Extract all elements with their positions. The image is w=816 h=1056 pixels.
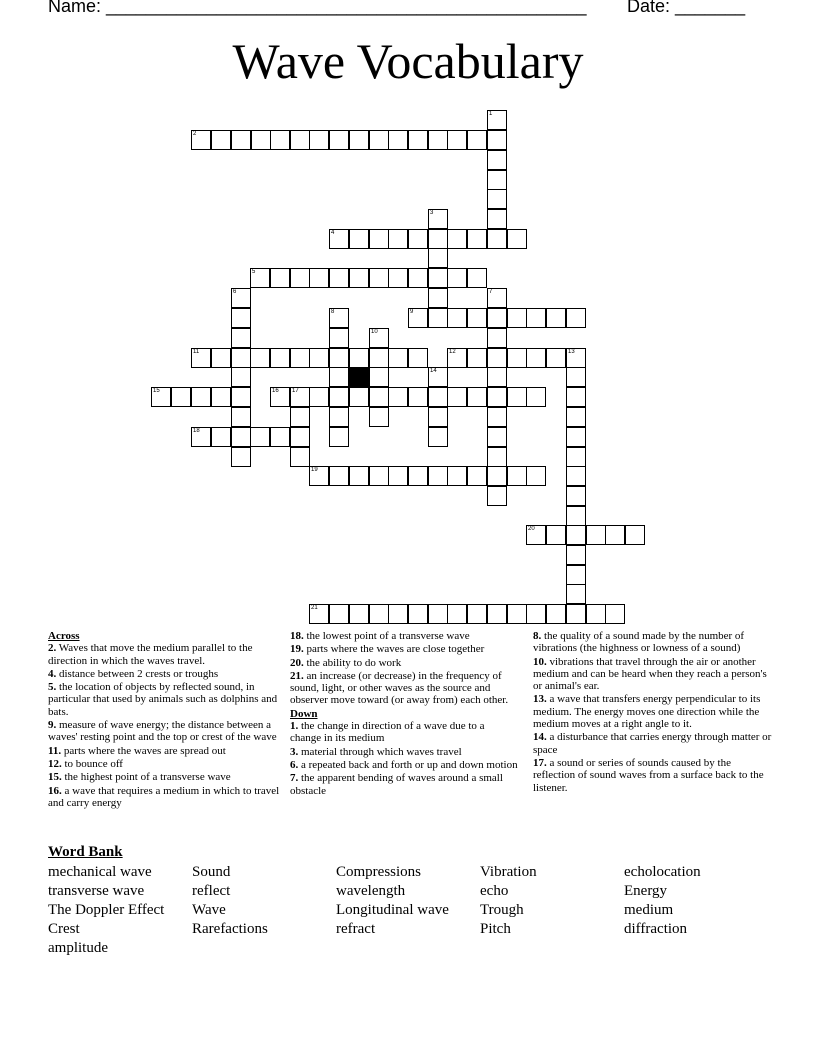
clue-text: measure of wave energy; the distance between a waves' resting point and the top or crest of the wave: [48, 719, 277, 744]
crossword-cell[interactable]: [428, 248, 448, 268]
crossword-cell[interactable]: [408, 604, 428, 624]
crossword-cell[interactable]: [231, 447, 251, 467]
crossword-cell[interactable]: [231, 348, 251, 368]
clue-number: 13: [568, 349, 575, 355]
crossword-cell[interactable]: [447, 604, 467, 624]
crossword-cell[interactable]: [408, 268, 428, 288]
crossword-cell[interactable]: [191, 387, 211, 407]
crossword-cell[interactable]: [566, 466, 586, 486]
clue-number: 16: [272, 388, 279, 394]
crossword-cell[interactable]: [388, 229, 408, 249]
clue-item: [533, 757, 773, 794]
crossword-cell[interactable]: [467, 268, 487, 288]
across-heading: Across: [48, 630, 80, 642]
crossword-cell[interactable]: [428, 268, 448, 288]
crossword-cell[interactable]: [349, 130, 369, 150]
crossword-cell[interactable]: [388, 466, 408, 486]
clue-number: 12: [449, 349, 456, 355]
word-bank-item: reflect: [192, 883, 231, 899]
crossword-cell[interactable]: [211, 427, 231, 447]
crossword-cell[interactable]: [467, 229, 487, 249]
crossword-cell[interactable]: [526, 604, 546, 624]
crossword-cell[interactable]: [349, 387, 369, 407]
clue-item: [290, 630, 518, 642]
crossword-cell[interactable]: [566, 525, 586, 545]
crossword-cell[interactable]: [369, 367, 389, 387]
clue-number: 2.: [48, 642, 57, 655]
crossword-cell[interactable]: [428, 387, 448, 407]
clue-number: 1: [489, 111, 493, 117]
clue-text: distance between 2 crests or troughs: [56, 667, 219, 680]
crossword-cell[interactable]: [447, 466, 467, 486]
clue-number: 9.: [48, 719, 57, 732]
crossword-cell[interactable]: [546, 604, 566, 624]
clue-number: 7.: [290, 772, 299, 785]
crossword-cell[interactable]: [428, 367, 448, 387]
down-heading: Down: [290, 707, 318, 720]
crossword-cell[interactable]: [487, 486, 507, 506]
clue-number: 16.: [48, 784, 62, 797]
crossword-cell[interactable]: [388, 348, 408, 368]
crossword-cell[interactable]: [408, 466, 428, 486]
crossword-cell[interactable]: [369, 348, 389, 368]
clue-item: [48, 681, 281, 718]
crossword-cell[interactable]: [526, 308, 546, 328]
word-bank-item: transverse wave: [48, 883, 145, 899]
word-bank-heading: Word Bank: [48, 844, 123, 860]
word-bank-item: Trough: [480, 902, 524, 918]
clue-item: [533, 731, 773, 756]
crossword-cell[interactable]: [309, 130, 329, 150]
clue-number: 11.: [48, 744, 62, 757]
crossword-cell[interactable]: [408, 130, 428, 150]
crossword-cell[interactable]: [231, 427, 251, 447]
word-bank-column: [48, 863, 164, 958]
crossword-cell[interactable]: [487, 348, 507, 368]
crossword-cell[interactable]: [566, 308, 586, 328]
crossword-cell[interactable]: [546, 525, 566, 545]
word-bank-item: The Doppler Effect: [48, 902, 165, 918]
crossword-cell[interactable]: [151, 387, 171, 407]
crossword-cell[interactable]: [349, 229, 369, 249]
clue-number: 1.: [290, 720, 299, 733]
clue-number: 19.: [290, 643, 304, 656]
crossword-cell[interactable]: [270, 348, 290, 368]
crossword-cell[interactable]: [467, 130, 487, 150]
crossword-cell[interactable]: [428, 209, 448, 229]
crossword-cell[interactable]: [526, 525, 546, 545]
clue-number: 13.: [533, 693, 547, 706]
word-bank-item: mechanical wave: [48, 864, 152, 880]
crossword-cell[interactable]: [250, 427, 270, 447]
name-field-label: Name: ________________________________________________: [48, 0, 587, 16]
crossword-cell[interactable]: [566, 486, 586, 506]
crossword-cell[interactable]: [231, 328, 251, 348]
crossword-cell[interactable]: [447, 348, 467, 368]
clue-text: the apparent bending of waves around a small obstacle: [290, 772, 503, 797]
crossword-cell[interactable]: [191, 130, 211, 150]
crossword-cell[interactable]: [447, 268, 467, 288]
crossword-cell[interactable]: [447, 229, 467, 249]
crossword-cell[interactable]: [487, 130, 507, 150]
crossword-cell[interactable]: [507, 308, 527, 328]
clue-text: parts where the waves are close together: [303, 643, 485, 656]
crossword-cell[interactable]: [566, 604, 586, 624]
crossword-cell[interactable]: [290, 268, 310, 288]
word-bank-item: refract: [336, 921, 376, 937]
clue-item: [48, 745, 281, 757]
crossword-cell[interactable]: [586, 604, 606, 624]
crossword-cell[interactable]: [526, 387, 546, 407]
clue-number: 11: [193, 349, 200, 355]
crossword-cell[interactable]: [408, 387, 428, 407]
clue-number: 18: [193, 428, 200, 434]
crossword-cell[interactable]: [447, 387, 467, 407]
crossword-cell[interactable]: [428, 130, 448, 150]
crossword-cell[interactable]: [428, 427, 448, 447]
crossword-cell[interactable]: [487, 387, 507, 407]
crossword-cell[interactable]: [605, 525, 625, 545]
clue-text: material through which waves travel: [298, 745, 462, 758]
clue-text: an increase (or decrease) in the frequency of sound, light, or other waves as the source and observer move toward (or away from) each other.: [290, 669, 509, 707]
crossword-cell[interactable]: [250, 348, 270, 368]
word-bank-item: echo: [480, 883, 509, 899]
crossword-cell[interactable]: [231, 288, 251, 308]
clue-number: 21: [311, 605, 318, 611]
crossword-cell[interactable]: [507, 387, 527, 407]
crossword-cell[interactable]: [428, 466, 448, 486]
crossword-cell[interactable]: [447, 308, 467, 328]
crossword-cell[interactable]: [270, 130, 290, 150]
clue-item: [290, 746, 518, 758]
crossword-cell[interactable]: [329, 268, 349, 288]
crossword-cell[interactable]: [369, 387, 389, 407]
crossword-cell[interactable]: [428, 604, 448, 624]
clue-number: 9: [410, 309, 414, 315]
crossword-cell[interactable]: [329, 466, 349, 486]
clue-text: the highest point of a transverse wave: [61, 771, 231, 784]
crossword-cell[interactable]: [487, 170, 507, 190]
clue-number: 5.: [48, 681, 57, 694]
clue-item: [533, 656, 773, 693]
crossword-cell[interactable]: [487, 110, 507, 130]
crossword-cell[interactable]: [428, 288, 448, 308]
crossword-cell[interactable]: [329, 427, 349, 447]
clue-number: 10: [371, 329, 378, 335]
clue-item: [290, 772, 518, 797]
crossword-cell[interactable]: [408, 348, 428, 368]
clue-number: 4: [331, 230, 335, 236]
crossword-cell[interactable]: [526, 466, 546, 486]
clue-number: 15: [153, 388, 160, 394]
word-bank-item: Crest: [48, 921, 80, 937]
clue-number: 3.: [290, 745, 299, 758]
crossword-cell[interactable]: [171, 387, 191, 407]
crossword-cell[interactable]: [349, 348, 369, 368]
clue-item: [290, 670, 518, 707]
crossword-cell[interactable]: [408, 308, 428, 328]
crossword-cell[interactable]: [467, 466, 487, 486]
clue-item: [533, 630, 773, 655]
crossword-cell[interactable]: [566, 348, 586, 368]
crossword-cell[interactable]: [526, 348, 546, 368]
crossword-cell[interactable]: [329, 130, 349, 150]
clue-text: to bounce off: [61, 757, 123, 770]
clue-number: 21.: [290, 669, 304, 682]
crossword-cell[interactable]: [329, 348, 349, 368]
word-bank-item: Sound: [192, 864, 231, 880]
crossword-cell[interactable]: [546, 308, 566, 328]
clue-item: [48, 668, 281, 680]
crossword-cell[interactable]: [388, 268, 408, 288]
clue-number: 8: [331, 309, 335, 315]
clue-number: 19: [311, 467, 318, 473]
crossword-cell[interactable]: [566, 545, 586, 565]
clue-number: 20: [528, 526, 535, 532]
crossword-cell[interactable]: [467, 387, 487, 407]
crossword-cell[interactable]: [349, 466, 369, 486]
clue-item: [48, 785, 281, 810]
crossword-cell[interactable]: [231, 130, 251, 150]
crossword-cell[interactable]: [487, 466, 507, 486]
crossword-cell[interactable]: [507, 466, 527, 486]
crossword-cell[interactable]: [349, 604, 369, 624]
clues-column-3: [533, 630, 773, 795]
clues-column-2: [290, 630, 518, 798]
clue-text: a wave that requires a medium in which to travel and carry energy: [48, 784, 280, 809]
clue-item: [290, 657, 518, 669]
crossword-cell[interactable]: [309, 387, 329, 407]
crossword-cell[interactable]: [487, 308, 507, 328]
crossword-cell[interactable]: [487, 367, 507, 387]
crossword-cell[interactable]: [270, 387, 290, 407]
crossword-cell[interactable]: [211, 348, 231, 368]
clue-text: Waves that move the medium parallel to the direction in which the waves travel.: [48, 642, 253, 667]
crossword-cell[interactable]: [428, 308, 448, 328]
crossword-cell[interactable]: [507, 604, 527, 624]
crossword-cell[interactable]: [467, 308, 487, 328]
crossword-cell[interactable]: [270, 427, 290, 447]
crossword-cell[interactable]: [566, 584, 586, 604]
crossword-cell[interactable]: [211, 387, 231, 407]
crossword-cell[interactable]: [290, 407, 310, 427]
crossword-cell[interactable]: [309, 348, 329, 368]
crossword-cell[interactable]: [605, 604, 625, 624]
word-bank-item: Wave: [192, 902, 226, 918]
crossword-cell[interactable]: [487, 407, 507, 427]
crossword-cell[interactable]: [231, 308, 251, 328]
crossword-cell[interactable]: [309, 268, 329, 288]
crossword-cell[interactable]: [369, 130, 389, 150]
crossword-cell[interactable]: [428, 407, 448, 427]
clue-text: the quality of a sound made by the number of vibrations (the highness or lowness of a sound): [533, 630, 745, 655]
clue-text: parts where the waves are spread out: [61, 744, 226, 757]
clue-text: a repeated back and forth or up and down motion: [298, 758, 518, 771]
clue-text: the ability to do work: [303, 656, 402, 669]
crossword-cell[interactable]: [408, 229, 428, 249]
word-bank-column: [480, 863, 537, 939]
word-bank-item: Vibration: [480, 864, 537, 880]
word-bank-column: [624, 863, 701, 939]
crossword-cell[interactable]: [487, 604, 507, 624]
crossword-cell[interactable]: [487, 150, 507, 170]
crossword-cell[interactable]: [507, 348, 527, 368]
clue-text: the change in direction of a wave due to a change in its medium: [290, 720, 485, 745]
clue-number: 6.: [290, 758, 299, 771]
date-field-label: Date: _______: [627, 0, 746, 16]
clue-number: 3: [430, 210, 434, 216]
crossword-cell[interactable]: [349, 268, 369, 288]
crossword-cell[interactable]: [369, 407, 389, 427]
crossword-cell[interactable]: [211, 130, 231, 150]
clue-number: 18.: [290, 630, 304, 642]
crossword-cell[interactable]: [388, 130, 408, 150]
crossword-cell[interactable]: [369, 268, 389, 288]
crossword-cell[interactable]: [369, 466, 389, 486]
clue-number: 5: [252, 269, 256, 275]
clue-number: 17.: [533, 756, 547, 769]
word-bank-item: diffraction: [624, 921, 688, 937]
crossword-cell[interactable]: [231, 387, 251, 407]
crossword-cell[interactable]: [290, 427, 310, 447]
clue-number: 14: [430, 368, 437, 374]
crossword-cell[interactable]: [388, 387, 408, 407]
clue-text: the lowest point of a transverse wave: [303, 630, 470, 642]
crossword-cell[interactable]: [309, 604, 329, 624]
clue-number: 20.: [290, 656, 304, 669]
crossword-cell[interactable]: [625, 525, 645, 545]
clue-text: a sound or series of sounds caused by the reflection of sound waves from a surface back to the listener.: [533, 756, 764, 794]
crossword-cell[interactable]: [546, 348, 566, 368]
clue-number: 6: [233, 289, 237, 295]
clue-text: a disturbance that carries energy through matter or space: [533, 731, 772, 756]
crossword-cell[interactable]: [566, 367, 586, 387]
clue-text: vibrations that travel through the air or another medium and can be heard when they reach a person's or animal's ear.: [533, 655, 767, 693]
clue-text: a wave that transfers energy perpendicular to its medium. The energy moves one direction while the medium moves at a right angle to it.: [533, 693, 761, 731]
crossword-cell[interactable]: [369, 328, 389, 348]
crossword-cell[interactable]: [329, 308, 349, 328]
clue-number: 17: [292, 388, 299, 394]
word-bank-item: Longitudinal wave: [336, 902, 449, 918]
crossword-cell[interactable]: [566, 387, 586, 407]
crossword-cell[interactable]: [329, 387, 349, 407]
crossword-cell[interactable]: [290, 387, 310, 407]
crossword-cell[interactable]: [467, 348, 487, 368]
crossword-block: [349, 367, 369, 387]
clue-item: [533, 693, 773, 730]
clue-item: [290, 759, 518, 771]
crossword-cell[interactable]: [467, 604, 487, 624]
crossword-cell[interactable]: [507, 229, 527, 249]
clue-item: [48, 771, 281, 783]
crossword-cell[interactable]: [566, 407, 586, 427]
clue-number: 14.: [533, 731, 547, 744]
crossword-cell[interactable]: [251, 130, 271, 150]
crossword-cell[interactable]: [566, 427, 586, 447]
word-bank-column: [192, 863, 268, 939]
crossword-cell[interactable]: [191, 427, 211, 447]
crossword-cell[interactable]: [388, 604, 408, 624]
crossword-cell[interactable]: [487, 288, 507, 308]
crossword-cell[interactable]: [487, 209, 507, 229]
crossword-cell[interactable]: [231, 367, 251, 387]
crossword-cell[interactable]: [369, 229, 389, 249]
crossword-cell[interactable]: [290, 130, 310, 150]
clue-item: [48, 758, 281, 770]
word-bank-column: [336, 863, 449, 939]
clue-item: [48, 642, 281, 667]
word-bank-item: medium: [624, 902, 674, 918]
crossword-cell[interactable]: [369, 604, 389, 624]
crossword-cell[interactable]: [329, 229, 349, 249]
word-bank-item: Pitch: [480, 921, 511, 937]
clue-number: 12.: [48, 757, 62, 770]
crossword-cell[interactable]: [250, 268, 270, 288]
crossword-cell[interactable]: [566, 447, 586, 467]
word-bank-item: wavelength: [336, 883, 406, 899]
crossword-cell[interactable]: [428, 229, 448, 249]
crossword-cell[interactable]: [309, 466, 329, 486]
crossword-cell[interactable]: [329, 407, 349, 427]
clue-number: 7: [489, 289, 493, 295]
crossword-cell[interactable]: [487, 328, 507, 348]
clues-column-1: [48, 630, 281, 810]
clue-item: [48, 719, 281, 744]
crossword-cell[interactable]: [231, 407, 251, 427]
crossword-cell[interactable]: [487, 447, 507, 467]
clue-number: 4.: [48, 667, 57, 680]
word-bank-item: Energy: [624, 883, 668, 899]
crossword-cell[interactable]: [290, 447, 310, 467]
page-title: Wave Vocabulary: [232, 33, 584, 89]
crossword-cell[interactable]: [566, 506, 586, 526]
crossword-cell[interactable]: [329, 604, 349, 624]
crossword-cell[interactable]: [487, 427, 507, 447]
word-bank-item: Compressions: [336, 864, 422, 880]
crossword-cell[interactable]: [191, 348, 211, 368]
crossword-cell[interactable]: [329, 328, 349, 348]
crossword-cell[interactable]: [290, 348, 310, 368]
crossword-cell[interactable]: [586, 525, 606, 545]
crossword-cell[interactable]: [487, 229, 507, 249]
crossword-cell[interactable]: [270, 268, 290, 288]
clue-number: 8.: [533, 630, 542, 642]
clue-number: 15.: [48, 771, 62, 784]
word-bank-item: echolocation: [624, 864, 701, 880]
clue-item: [290, 720, 518, 745]
word-bank-item: Rarefactions: [192, 921, 268, 937]
word-bank-item: amplitude: [48, 940, 108, 956]
clue-item: [290, 643, 518, 655]
clue-number: 2: [193, 131, 197, 137]
crossword-cell[interactable]: [566, 565, 586, 585]
clue-number: 10.: [533, 655, 547, 668]
clue-text: the location of objects by reflected sound, in particular that used by animals such as dolphins and bats.: [48, 681, 278, 718]
crossword-cell[interactable]: [447, 130, 467, 150]
crossword-cell[interactable]: [487, 189, 507, 209]
crossword-cell[interactable]: [329, 367, 349, 387]
